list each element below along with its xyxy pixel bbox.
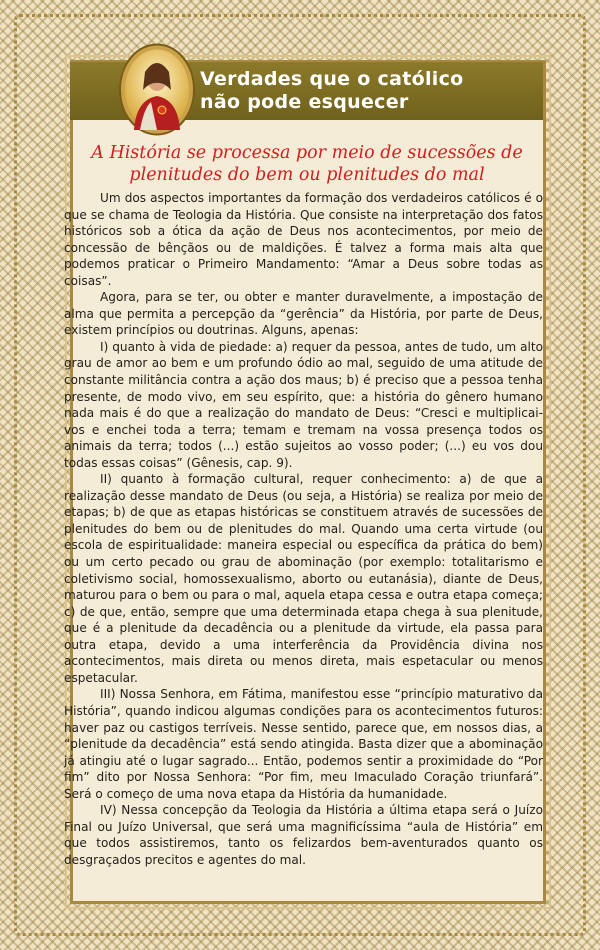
subtitle-line-2: plenitudes do bem ou plenitudes do mal [129, 165, 485, 185]
paragraph-point-4: IV) Nessa concepção da Teologia da História a última etapa será o Juízo Final ou Juízo Universal, que será uma magnificíssima “aula de História” em que todos assistiremos, tanto os felizardos bem-aventurados quanto os desgraçados precitos e agentes do mal. [64, 803, 543, 867]
title-line-1: Verdades que o católico [200, 68, 464, 90]
paragraph-point-1: I) quanto à vida de piedade: a) requer da pessoa, antes de tudo, um alto grau de amor ao bem e um profundo ódio ao mal, seguido de uma atitude de constante militância contra a ação dos maus; b) é preciso que a pessoa tenha presente, de modo vivo, em seu espírito, que: a história do gênero humano nada mais é do que a realização do mandato de Deus: “Cresci e multiplicai-vos e enchei toda a terra; temam e tremam na vossa presença todos os animais da terra; todos (...) estão sujeitos ao vosso poder; (...) eu vos dou todas essas coisas” (Gênesis, cap. 9). [64, 339, 543, 470]
page-title [200, 68, 530, 114]
paragraph-principles: Agora, para se ter, ou obter e manter duravelmente, a impostação de alma que permita a percepção da “gerência” da História, por parte de Deus, existem princípios ou doutrinas. Alguns, apenas: [64, 290, 543, 338]
subtitle [76, 142, 538, 186]
paragraph-point-3: III) Nossa Senhora, em Fátima, manifestou esse “princípio maturativo da História”, quando indicou algumas condições para os acontecimentos futuros: haver paz ou castigos terríveis. Nesse sentido, parece que, em nossos dias, a “plenitude da decadência” está sendo atingida. Basta dizer que a abominação já atingiu até o lugar sagrado... Então, podemos sentir a proximidade do “Por fim” dito por Nossa Senhora: “Por fim, meu Imaculado Coração triunfará”. Será o começo de uma nova etapa da História da humanidade. [64, 687, 543, 801]
paragraph-point-2: II) quanto à formação cultural, requer conhecimento: a) de que a realização desse mandato de Deus (ou seja, a História) se realiza por meio de etapas; b) de que as etapas históricas se constituem através de sucessões de plenitudes do bem ou de plenitudes do mal. Quando uma certa virtude (ou escola de espiritualidade: maneira especial ou específica da prática do bem) ou um certo pecado ou grau de abominação (por exemplo: totalitarismo e coletivismo social, homossexualismo, aborto ou eutanásia), diante de Deus, maturou para o bem ou para o mal, aquela etapa cessa e outra etapa começa; c) de que, então, sempre que uma determinada etapa chega à sua plenitude, que é a plenitude da decadência ou a plenitude da virtude, ela passa para outra etapa, devido a uma interferência da Providência divina nos acontecimentos, mais direta ou menos direta, mais espetacular ou menos espetacular. [64, 472, 543, 685]
article-body [64, 190, 543, 868]
paragraph-intro: Um dos aspectos importantes da formação dos verdadeiros católicos é o que se chama de Teologia da História. Que consiste na interpretação dos fatos históricos sob a ótica da ação de Deus nos acontecimentos, por meio de concessão de bênçãos ou de maldições. É talvez a forma mais alta que podemos praticar o Primeiro Mandamento: “Amar a Deus sobre todas as coisas”. [64, 191, 543, 288]
title-line-2: não pode esquecer [200, 91, 409, 113]
subtitle-line-1: A História se processa por meio de sucessões de [91, 143, 523, 163]
sacred-heart-medallion-icon [118, 42, 196, 137]
